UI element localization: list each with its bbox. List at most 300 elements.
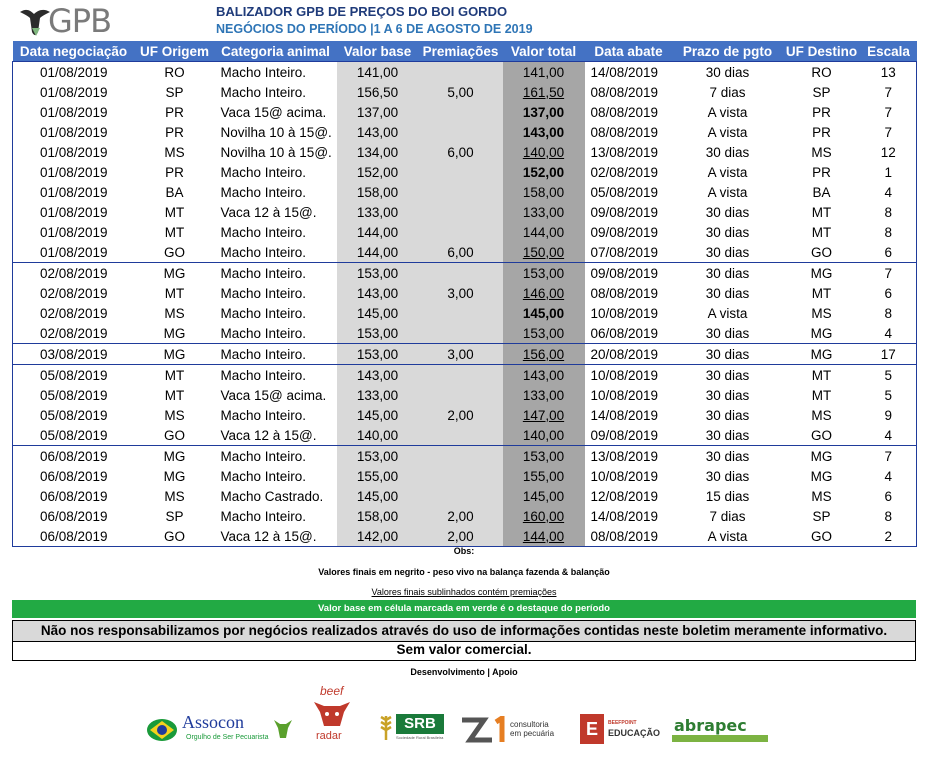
cell-prazo: A vista — [707, 184, 748, 200]
cell-valor-total: 156,00 — [503, 344, 585, 365]
cell-data-negociacao: 06/08/2019 — [13, 466, 135, 486]
cell-uf-origem: MG — [163, 325, 186, 341]
cell-valor-base: 142,00 — [337, 526, 419, 547]
cell-valor-total: 144,00 — [503, 222, 585, 242]
beefpoint-educacao-logo[interactable] — [580, 714, 661, 746]
col-header-prazo[interactable]: Prazo de pgto — [673, 41, 783, 62]
cell-escala: 12 — [861, 142, 917, 162]
cell-prazo: 30 dias — [705, 387, 750, 403]
cell-uf-destino: GO — [810, 244, 832, 260]
cell-uf-destino: SP — [812, 508, 831, 524]
cell-valor-total: 141,00 — [503, 62, 585, 83]
cell-valor-base: 153,00 — [337, 263, 419, 284]
cell-valor-total: 133,00 — [503, 385, 585, 405]
srb-badge: SRB — [396, 714, 444, 734]
col-header-premiacoes[interactable]: Premiações — [419, 41, 503, 62]
cell-premiacao — [419, 182, 503, 202]
cell-uf-origem: MT — [135, 365, 215, 386]
prices-table — [12, 41, 917, 547]
cell-premiacao: 2,00 — [419, 526, 503, 547]
table-row[interactable] — [13, 425, 917, 446]
cell-escala: 2 — [861, 526, 917, 547]
cell-data-abate: 09/08/2019 — [590, 427, 659, 443]
cell-valor-base: 158,00 — [337, 506, 419, 526]
cell-uf-destino: BA — [812, 184, 831, 200]
cell-data-abate: 07/08/2019 — [590, 244, 659, 260]
wheat-icon — [378, 714, 394, 740]
cell-uf-destino: MG — [783, 446, 861, 467]
e-badge-icon: E — [580, 714, 604, 744]
cell-categoria: Novilha 10 à 15@. — [220, 124, 332, 140]
table-row[interactable] — [13, 405, 917, 425]
col-header-uf-destino[interactable]: UF Destino — [783, 41, 861, 62]
cell-valor-base: 144,00 — [337, 242, 419, 263]
cell-premiacao — [419, 365, 503, 386]
table-row[interactable] — [13, 283, 917, 303]
cell-categoria: Macho Inteiro. — [215, 62, 337, 83]
srb-tagline: Sociedade Rural Brasileira — [396, 735, 444, 740]
cell-valor-total: 158,00 — [503, 182, 585, 202]
cell-prazo: 30 dias — [705, 144, 750, 160]
table-row[interactable] — [13, 446, 917, 467]
cell-valor-base: 140,00 — [337, 425, 419, 446]
cell-uf-origem: MT — [164, 285, 185, 301]
obs-label: Obs: — [453, 546, 475, 556]
cell-premiacao — [419, 102, 503, 122]
cell-categoria: Macho Inteiro. — [220, 285, 307, 301]
cell-valor-base: 145,00 — [337, 405, 419, 425]
cell-uf-origem: MG — [135, 263, 215, 284]
cell-data-abate: 10/08/2019 — [585, 365, 673, 386]
cell-valor-total: 152,00 — [503, 162, 585, 182]
cell-categoria: Novilha 10 à 15@. — [220, 144, 332, 160]
table-row[interactable] — [13, 242, 917, 263]
cell-prazo: 7 dias — [709, 84, 746, 100]
cell-valor-base: 156,50 — [337, 82, 419, 102]
cell-escala: 5 — [861, 365, 917, 386]
cell-premiacao: 3,00 — [419, 344, 503, 365]
srb-logo[interactable] — [378, 712, 448, 746]
cell-uf-origem: MT — [164, 224, 185, 240]
cell-data-negociacao: 01/08/2019 — [13, 122, 135, 142]
cell-uf-destino: SP — [812, 84, 831, 100]
cell-uf-origem: RO — [135, 62, 215, 83]
cell-valor-base: 144,00 — [337, 222, 419, 242]
table-row[interactable] — [13, 142, 917, 162]
cell-valor-base: 145,00 — [337, 303, 419, 323]
cell-data-negociacao: 06/08/2019 — [13, 446, 135, 467]
cell-uf-destino: GO — [810, 427, 832, 443]
cell-categoria: Macho Inteiro. — [220, 508, 307, 524]
cell-valor-total: 146,00 — [503, 283, 585, 303]
no-commercial-value: Sem valor comercial. — [12, 640, 916, 661]
cell-data-negociacao: 01/08/2019 — [13, 62, 135, 83]
cell-uf-destino: MS — [811, 144, 832, 160]
cell-uf-destino: MG — [810, 468, 833, 484]
cell-data-abate: 09/08/2019 — [590, 204, 659, 220]
cell-data-abate: 08/08/2019 — [585, 526, 673, 547]
table-row[interactable] — [13, 102, 917, 122]
beef-radar-logo[interactable] — [310, 686, 354, 744]
col-header-categoria[interactable]: Categoria animal — [215, 41, 337, 62]
cell-uf-destino: MT — [783, 365, 861, 386]
table-row[interactable] — [13, 385, 917, 405]
cell-data-negociacao: 02/08/2019 — [13, 303, 135, 323]
cell-premiacao — [419, 466, 503, 486]
cell-valor-total: 140,00 — [503, 425, 585, 446]
cell-data-negociacao: 01/08/2019 — [13, 82, 135, 102]
cell-valor-total: 153,00 — [503, 263, 585, 284]
cell-prazo: A vista — [707, 124, 748, 140]
cell-valor-total: 143,00 — [503, 365, 585, 386]
cell-valor-total: 153,00 — [503, 446, 585, 467]
cell-valor-total: 143,00 — [503, 122, 585, 142]
prices-table-container — [12, 41, 916, 547]
cell-uf-origem: MS — [164, 305, 185, 321]
cell-valor-base: 134,00 — [337, 142, 419, 162]
cell-valor-total: 140,00 — [503, 142, 585, 162]
cell-uf-destino: MG — [783, 263, 861, 284]
cell-premiacao — [419, 486, 503, 506]
green-highlight-note: Valor base em célula marcada em verde é o destaque do período — [12, 600, 916, 618]
cell-valor-total: 153,00 — [503, 323, 585, 344]
cell-valor-total: 147,00 — [503, 405, 585, 425]
cell-data-negociacao: 02/08/2019 — [13, 283, 135, 303]
cell-escala: 4 — [861, 466, 917, 486]
page-subtitle: NEGÓCIOS DO PERÍODO |1 A 6 DE AGOSTO DE 2019 — [216, 22, 533, 36]
brazil-flag-icon — [146, 714, 178, 746]
cell-escala: 1 — [861, 162, 917, 182]
cell-categoria: Macho Inteiro. — [220, 84, 307, 100]
cell-premiacao: 2,00 — [419, 405, 503, 425]
table-row[interactable] — [13, 122, 917, 142]
cell-valor-base: 143,00 — [337, 283, 419, 303]
table-body — [13, 62, 917, 547]
cell-premiacao: 6,00 — [419, 242, 503, 263]
cell-data-abate: 09/08/2019 — [585, 263, 673, 284]
cell-data-negociacao: 01/08/2019 — [13, 242, 135, 263]
cell-premiacao — [419, 122, 503, 142]
table-row[interactable] — [13, 526, 917, 547]
logo-text: GPB — [48, 2, 112, 40]
cell-premiacao: 5,00 — [419, 82, 503, 102]
cell-valor-base: 137,00 — [337, 102, 419, 122]
cell-escala: 17 — [861, 344, 917, 365]
cell-data-abate: 06/08/2019 — [590, 325, 659, 341]
col-header-valor-total[interactable]: Valor total — [503, 41, 585, 62]
cell-categoria: Macho Inteiro. — [215, 263, 337, 284]
cell-data-abate: 05/08/2019 — [590, 184, 659, 200]
cell-categoria: Vaca 12 à 15@. — [220, 427, 317, 443]
cell-data-abate: 14/08/2019 — [590, 407, 659, 423]
cell-prazo: 30 dias — [705, 407, 750, 423]
gpb-logo — [18, 2, 130, 38]
col-header-data[interactable]: Data negociação — [13, 41, 135, 62]
cell-uf-origem: MG — [163, 468, 186, 484]
disclaimer: Não nos responsabilizamos por negócios realizados através do uso de informações contidas neste boletim meramente informativo. — [12, 620, 916, 642]
cell-escala: 8 — [861, 222, 917, 242]
cell-prazo: 30 dias — [673, 62, 783, 83]
cell-valor-base: 143,00 — [337, 365, 419, 386]
cell-data-abate: 14/08/2019 — [590, 508, 659, 524]
table-row[interactable] — [13, 263, 917, 284]
cell-prazo: 30 dias — [673, 446, 783, 467]
abrapec-bar — [672, 735, 768, 742]
cell-valor-total: 145,00 — [503, 486, 585, 506]
cell-prazo: 30 dias — [705, 468, 750, 484]
cell-data-negociacao: 01/08/2019 — [13, 222, 135, 242]
cell-data-abate: 08/08/2019 — [590, 104, 659, 120]
cell-escala: 9 — [861, 405, 917, 425]
cell-escala: 7 — [861, 446, 917, 467]
cell-categoria: Macho Inteiro. — [220, 468, 307, 484]
cell-premiacao — [419, 385, 503, 405]
table-row[interactable] — [13, 202, 917, 222]
cell-valor-total: 145,00 — [503, 303, 585, 323]
cell-premiacao — [419, 303, 503, 323]
cell-valor-total: 144,00 — [503, 526, 585, 547]
cell-prazo: 30 dias — [705, 285, 750, 301]
cell-escala: 13 — [861, 62, 917, 83]
cell-uf-origem: SP — [165, 84, 184, 100]
cell-uf-origem: PR — [165, 104, 184, 120]
cell-valor-base: 141,00 — [337, 62, 419, 83]
table-row[interactable] — [13, 303, 917, 323]
cell-escala: 4 — [861, 323, 917, 344]
cell-data-negociacao: 01/08/2019 — [13, 102, 135, 122]
cell-escala: 7 — [861, 122, 917, 142]
cell-valor-base: 153,00 — [337, 344, 419, 365]
cell-valor-base: 145,00 — [337, 486, 419, 506]
cell-premiacao: 6,00 — [419, 142, 503, 162]
cell-categoria: Macho Inteiro. — [220, 184, 307, 200]
table-row[interactable] — [13, 182, 917, 202]
cell-uf-origem: GO — [163, 427, 185, 443]
table-row[interactable] — [13, 466, 917, 486]
cell-uf-origem: GO — [163, 244, 185, 260]
cell-uf-origem: MT — [164, 204, 185, 220]
cell-categoria: Macho Inteiro. — [215, 365, 337, 386]
assocon-name: Assocon — [182, 712, 244, 732]
zi-text: consultoria em pecuária — [510, 720, 555, 738]
cell-data-negociacao: 06/08/2019 — [13, 506, 135, 526]
cell-data-negociacao: 01/08/2019 — [13, 162, 135, 182]
cell-escala: 7 — [861, 82, 917, 102]
cell-data-negociacao: 05/08/2019 — [13, 405, 135, 425]
underline-values-note: Valores finais sublinhados contém premiações — [371, 587, 557, 597]
cell-premiacao — [419, 162, 503, 182]
cell-uf-origem: MG — [135, 446, 215, 467]
cell-prazo: A vista — [707, 305, 748, 321]
cell-escala: 8 — [861, 303, 917, 323]
cell-prazo: 30 dias — [673, 365, 783, 386]
cell-uf-origem: MT — [164, 387, 185, 403]
abrapec-logo[interactable] — [670, 716, 770, 744]
cell-valor-base: 152,00 — [337, 162, 419, 182]
cell-uf-destino: GO — [783, 526, 861, 547]
z1-icon — [460, 716, 508, 744]
assocon-tagline: Orgulho de Ser Pecuarista — [186, 734, 269, 741]
cell-uf-destino: MG — [810, 325, 833, 341]
cell-prazo: A vista — [707, 104, 748, 120]
cell-valor-total: 133,00 — [503, 202, 585, 222]
cell-uf-destino: PR — [812, 104, 831, 120]
cell-uf-destino: MT — [811, 204, 832, 220]
cell-escala: 7 — [861, 102, 917, 122]
cell-uf-origem: MS — [164, 407, 185, 423]
cell-valor-total: 150,00 — [503, 242, 585, 263]
beef-text: beef — [320, 684, 344, 698]
cell-valor-base: 155,00 — [337, 466, 419, 486]
cell-valor-total: 160,00 — [503, 506, 585, 526]
cell-data-negociacao: 03/08/2019 — [13, 344, 135, 365]
cell-premiacao — [419, 425, 503, 446]
cell-valor-base: 153,00 — [337, 446, 419, 467]
cell-categoria: Macho Inteiro. — [215, 344, 337, 365]
table-row[interactable] — [13, 323, 917, 344]
table-row[interactable] — [13, 82, 917, 102]
cell-escala: 4 — [861, 182, 917, 202]
cell-uf-destino: RO — [783, 62, 861, 83]
cell-premiacao — [419, 202, 503, 222]
page-title: BALIZADOR GPB DE PREÇOS DO BOI GORDO — [216, 4, 508, 19]
cell-prazo: 15 dias — [705, 488, 750, 504]
col-header-valor-base[interactable]: Valor base — [337, 41, 419, 62]
radar-text: radar — [316, 730, 342, 742]
cell-uf-origem: GO — [135, 526, 215, 547]
cell-uf-origem: MG — [135, 344, 215, 365]
cell-uf-origem: BA — [165, 184, 184, 200]
cell-uf-destino: MS — [811, 488, 832, 504]
cell-data-abate: 20/08/2019 — [585, 344, 673, 365]
cell-escala: 5 — [861, 385, 917, 405]
cell-categoria: Macho Inteiro. — [220, 305, 307, 321]
cell-data-negociacao: 01/08/2019 — [13, 142, 135, 162]
cell-valor-total: 137,00 — [503, 102, 585, 122]
cell-data-negociacao: 01/08/2019 — [13, 202, 135, 222]
cell-uf-origem: MS — [164, 488, 185, 504]
table-row[interactable] — [13, 62, 917, 83]
cell-categoria: Vaca 12 à 15@. — [215, 526, 337, 547]
cell-prazo: 30 dias — [705, 224, 750, 240]
cell-uf-origem: PR — [165, 164, 184, 180]
cell-data-abate: 02/08/2019 — [590, 164, 659, 180]
cell-prazo: 30 dias — [705, 427, 750, 443]
cell-escala: 6 — [861, 242, 917, 263]
cell-categoria: Macho Inteiro. — [220, 164, 307, 180]
col-header-escala[interactable]: Escala — [861, 41, 917, 62]
table-row[interactable] — [13, 486, 917, 506]
cell-premiacao: 3,00 — [419, 283, 503, 303]
cell-escala: 8 — [861, 202, 917, 222]
cell-valor-base: 133,00 — [337, 202, 419, 222]
cell-uf-destino: MG — [783, 344, 861, 365]
cell-categoria: Macho Castrado. — [220, 488, 324, 504]
cell-premiacao — [419, 62, 503, 83]
col-header-data-abate[interactable]: Data abate — [585, 41, 673, 62]
cell-categoria: Macho Inteiro. — [220, 224, 307, 240]
table-row[interactable] — [13, 222, 917, 242]
cell-valor-base: 143,00 — [337, 122, 419, 142]
cell-data-abate: 13/08/2019 — [585, 446, 673, 467]
cell-data-negociacao: 02/08/2019 — [13, 323, 135, 344]
col-header-uf-origem[interactable]: UF Origem — [135, 41, 215, 62]
cell-uf-origem: SP — [165, 508, 184, 524]
cell-data-abate: 08/08/2019 — [590, 124, 659, 140]
cell-prazo: A vista — [707, 164, 748, 180]
development-support-label: Desenvolvimento | Apoio — [410, 667, 518, 677]
abrapec-name: abrapec — [674, 716, 747, 735]
cell-data-abate: 08/08/2019 — [590, 285, 659, 301]
cell-categoria: Macho Inteiro. — [215, 446, 337, 467]
cell-prazo: 30 dias — [673, 344, 783, 365]
cell-valor-base: 158,00 — [337, 182, 419, 202]
cell-data-negociacao: 06/08/2019 — [13, 526, 135, 547]
cell-premiacao — [419, 222, 503, 242]
zi-consultoria-logo[interactable] — [460, 716, 560, 746]
cell-uf-destino: MT — [811, 387, 832, 403]
cell-data-abate: 12/08/2019 — [590, 488, 659, 504]
cell-valor-total: 155,00 — [503, 466, 585, 486]
cell-prazo: 30 dias — [705, 244, 750, 260]
cell-uf-destino: MS — [811, 305, 832, 321]
cell-categoria: Vaca 12 à 15@. — [220, 204, 317, 220]
cell-escala: 6 — [861, 283, 917, 303]
cell-data-abate: 08/08/2019 — [590, 84, 659, 100]
table-header-row — [13, 41, 917, 62]
beefpoint-text: BEEFPOINT — [608, 720, 637, 726]
table-row[interactable] — [13, 162, 917, 182]
cell-valor-total: 161,50 — [503, 82, 585, 102]
cell-valor-base: 133,00 — [337, 385, 419, 405]
cell-uf-destino: MS — [811, 407, 832, 423]
table-row[interactable] — [13, 506, 917, 526]
table-row[interactable] — [13, 344, 917, 365]
cell-categoria: Vaca 15@ acima. — [220, 387, 327, 403]
cell-prazo: A vista — [673, 526, 783, 547]
cell-data-abate: 10/08/2019 — [590, 305, 659, 321]
cell-prazo: 30 dias — [705, 204, 750, 220]
cell-data-abate: 14/08/2019 — [585, 62, 673, 83]
cell-data-negociacao: 05/08/2019 — [13, 365, 135, 386]
cell-escala: 7 — [861, 263, 917, 284]
cell-uf-origem: MS — [164, 144, 185, 160]
cell-valor-base: 153,00 — [337, 323, 419, 344]
cell-data-abate: 10/08/2019 — [590, 387, 659, 403]
cell-data-abate: 10/08/2019 — [590, 468, 659, 484]
cell-escala: 6 — [861, 486, 917, 506]
cattle-head-icon — [18, 6, 52, 38]
table-row[interactable] — [13, 365, 917, 386]
cell-data-negociacao: 02/08/2019 — [13, 263, 135, 284]
cell-uf-origem: PR — [165, 124, 184, 140]
cell-premiacao — [419, 446, 503, 467]
cell-categoria: Macho Inteiro. — [220, 325, 307, 341]
cell-premiacao — [419, 323, 503, 344]
cell-uf-destino: PR — [812, 164, 831, 180]
cell-prazo: 30 dias — [673, 263, 783, 284]
cell-data-abate: 13/08/2019 — [590, 144, 659, 160]
cell-prazo: 30 dias — [705, 325, 750, 341]
cell-data-negociacao: 05/08/2019 — [13, 385, 135, 405]
cell-data-negociacao: 06/08/2019 — [13, 486, 135, 506]
cell-uf-destino: PR — [812, 124, 831, 140]
cell-escala: 4 — [861, 425, 917, 446]
page-header — [0, 0, 928, 40]
cell-categoria: Vaca 15@ acima. — [220, 104, 327, 120]
assocon-logo[interactable] — [146, 712, 296, 748]
bold-values-note: Valores finais em negrito - peso vivo na balança fazenda & balanção — [318, 567, 610, 577]
